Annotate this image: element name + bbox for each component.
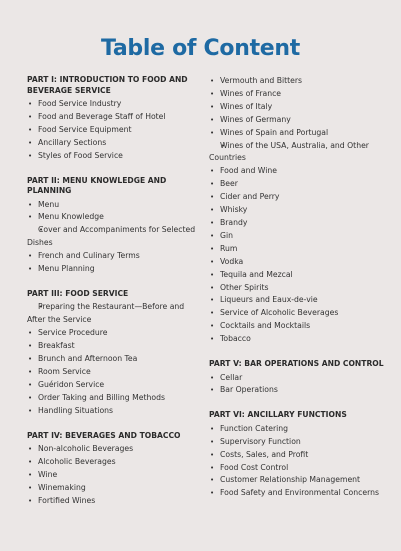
list-item: • Vodka [209, 256, 389, 269]
list-item: • Cider and Perry [209, 191, 389, 204]
toc-part-4-continued [209, 75, 389, 346]
part-heading: PART III: FOOD SERVICE [27, 288, 129, 298]
list-item: • Brunch and Afternoon Tea [27, 353, 197, 366]
list-item: • Wine [27, 469, 197, 482]
list-item: • Fortified Wines [27, 495, 197, 508]
list-item: • Food Safety and Environmental Concerns [209, 487, 389, 500]
list-item: • Menu [27, 199, 197, 212]
list-item: • Wines of Germany [209, 114, 389, 127]
list-item: • Brandy [209, 217, 389, 230]
list-item: • Costs, Sales, and Profit [209, 449, 389, 462]
toc-part-3 [27, 289, 197, 418]
part-item-list [27, 98, 197, 163]
toc-part-2 [27, 176, 197, 276]
list-item: • Function Catering [209, 423, 389, 436]
list-item: • Customer Relationship Management [209, 474, 389, 487]
list-item: • Ancillary Sections [27, 137, 197, 150]
page-title: Table of Content [101, 36, 300, 61]
part-heading: PART I: INTRODUCTION TO FOOD AND BEVERAGE SERVICE [27, 75, 188, 95]
list-item: • Styles of Food Service [27, 150, 197, 163]
part-item-list [209, 423, 389, 500]
toc-part-4 [27, 431, 197, 508]
list-item: • Cellar [209, 372, 389, 385]
part-item-list [27, 443, 197, 508]
list-item: • Vermouth and Bitters [209, 75, 389, 88]
list-item: • Food and Wine [209, 165, 389, 178]
toc-part-6 [209, 410, 389, 500]
part-heading: PART IV: BEVERAGES AND TOBACCO [27, 430, 181, 440]
list-item: • Menu Knowledge [27, 211, 197, 224]
list-item: • Guéridon Service [27, 379, 197, 392]
list-item: • Other Spirits [209, 282, 389, 295]
list-item: • Food Service Industry [27, 98, 197, 111]
list-item: • Food Service Equipment [27, 124, 197, 137]
part-item-list [209, 372, 389, 398]
list-item: • Wines of the USA, Australia, and Other Countries [209, 140, 389, 166]
toc-part-1 [27, 75, 197, 163]
part-heading: PART II: MENU KNOWLEDGE AND PLANNING [27, 175, 167, 196]
list-item: • Non-alcoholic Beverages [27, 443, 197, 456]
list-item: • Cover and Accompaniments for Selected Dishes [27, 224, 197, 250]
list-item: • Menu Planning [27, 263, 197, 276]
list-item: • Gin [209, 230, 389, 243]
part-item-list [27, 301, 197, 417]
list-item: • Preparing the Restaurant—Before and After the Service [27, 301, 197, 327]
list-item: • Bar Operations [209, 384, 389, 397]
list-item: • Tobacco [209, 333, 389, 346]
list-item: • Food and Beverage Staff of Hotel [27, 111, 197, 124]
toc-column-right [209, 75, 389, 513]
part-heading: PART VI: ANCILLARY FUNCTIONS [209, 410, 347, 420]
toc-column-left [27, 75, 197, 521]
list-item: • Breakfast [27, 340, 197, 353]
list-item: • Liqueurs and Eaux-de-vie [209, 294, 389, 307]
list-item: • Cocktails and Mocktails [209, 320, 389, 333]
part-item-list [209, 75, 389, 346]
list-item: • French and Culinary Terms [27, 250, 197, 263]
list-item: • Wines of Spain and Portugal [209, 127, 389, 140]
list-item: • Order Taking and Billing Methods [27, 392, 197, 405]
list-item: • Handling Situations [27, 405, 197, 418]
list-item: • Room Service [27, 366, 197, 379]
part-item-list [27, 199, 197, 276]
list-item: • Service of Alcoholic Beverages [209, 307, 389, 320]
part-heading: PART V: BAR OPERATIONS AND CONTROL [209, 359, 384, 369]
list-item: • Wines of France [209, 88, 389, 101]
list-item: • Winemaking [27, 482, 197, 495]
list-item: • Service Procedure [27, 327, 197, 340]
toc-part-5 [209, 359, 389, 397]
list-item: • Whisky [209, 204, 389, 217]
list-item: • Tequila and Mezcal [209, 269, 389, 282]
list-item: • Alcoholic Beverages [27, 456, 197, 469]
list-item: • Rum [209, 243, 389, 256]
list-item: • Wines of Italy [209, 101, 389, 114]
list-item: • Beer [209, 178, 389, 191]
list-item: • Food Cost Control [209, 462, 389, 475]
list-item: • Supervisory Function [209, 436, 389, 449]
